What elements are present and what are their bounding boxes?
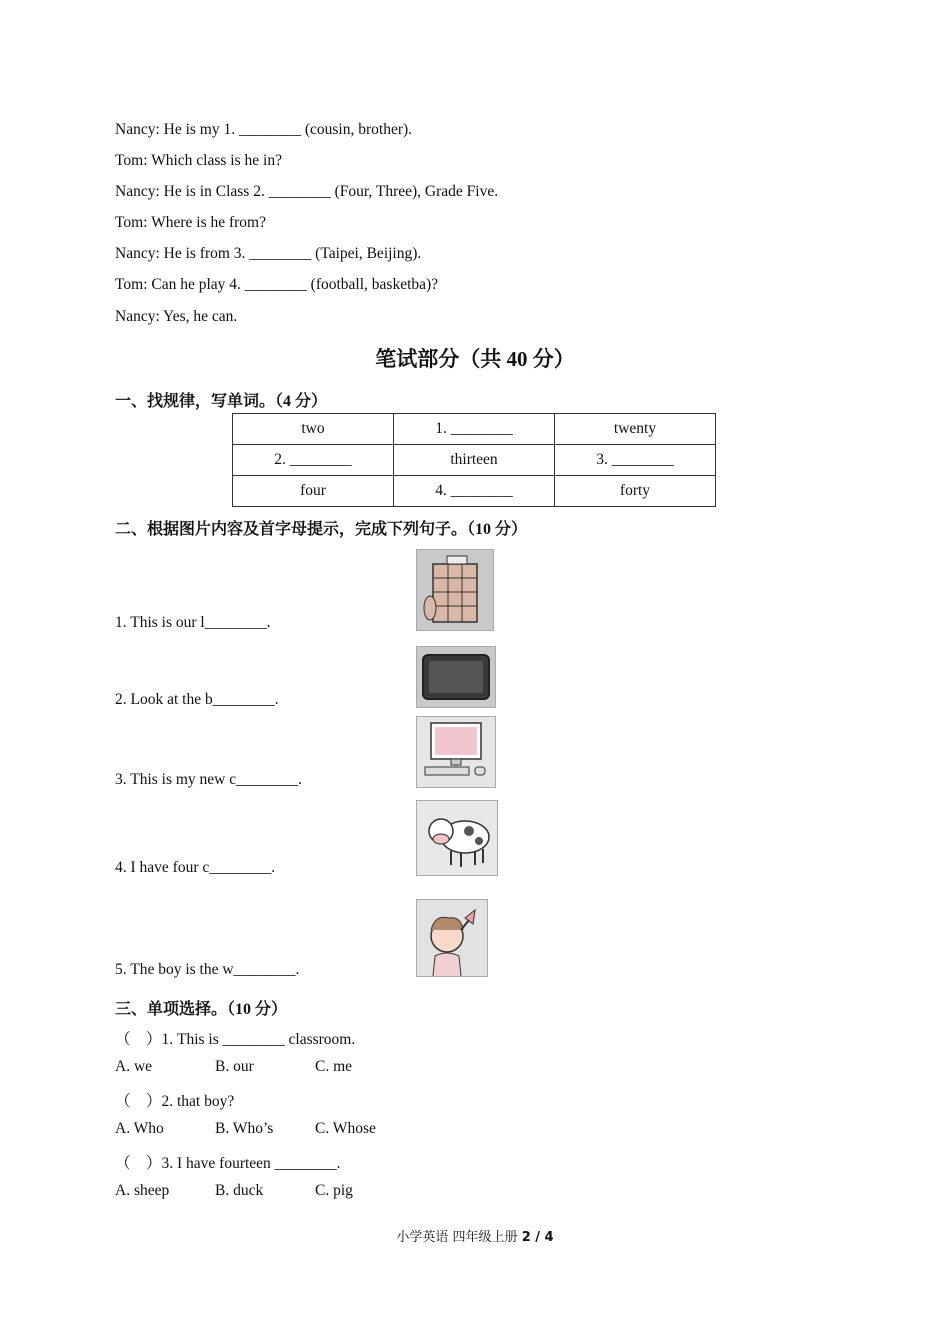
computer-icon	[416, 716, 496, 788]
table-cell: thirteen	[394, 445, 555, 476]
page-number: 2 / 4	[521, 1230, 554, 1245]
table-cell: two	[233, 414, 394, 445]
winner-icon	[416, 899, 488, 977]
table-cell: 2. ________	[233, 445, 394, 476]
library-icon	[416, 549, 494, 631]
pattern-table	[232, 413, 716, 507]
table-row	[233, 445, 716, 476]
options-row	[115, 1182, 415, 1200]
options-row	[115, 1058, 415, 1076]
table-cell: twenty	[555, 414, 716, 445]
table-cell: 1. ________	[394, 414, 555, 445]
section2-heading: 二、根据图片内容及首字母提示，完成下列句子。（10 分）	[115, 521, 528, 538]
blackboard-icon	[416, 646, 496, 708]
table-cell: 3. ________	[555, 445, 716, 476]
option: B. Who’s	[215, 1120, 274, 1137]
table-row	[233, 476, 716, 507]
table-cell: forty	[555, 476, 716, 507]
page-footer	[0, 1226, 950, 1245]
dialogue-line: Nancy: He is from 3. ________ (Taipei, Beijing).	[115, 245, 422, 262]
option: B. duck	[215, 1182, 264, 1199]
picture-sentence: 3. This is my new c________.	[115, 771, 302, 788]
options-row	[115, 1120, 415, 1138]
dialogue-line: Nancy: He is my 1. ________ (cousin, brother).	[115, 121, 413, 138]
table-cell: 4. ________	[394, 476, 555, 507]
option: A. sheep	[115, 1182, 170, 1199]
question: （ ）1. This is ________ classroom.	[115, 1031, 356, 1048]
option: A. Who	[115, 1120, 164, 1137]
table-row	[233, 414, 716, 445]
option: C. me	[315, 1058, 353, 1075]
question: （ ）2. that boy?	[115, 1093, 235, 1110]
picture-sentence: 4. I have four c________.	[115, 859, 276, 876]
dialogue-line: Nancy: He is in Class 2. ________ (Four, Three), Grade Five.	[115, 183, 499, 200]
dialogue-line: Tom: Which class is he in?	[115, 152, 282, 169]
dialogue-line: Tom: Where is he from?	[115, 214, 266, 231]
option: C. Whose	[315, 1120, 376, 1137]
option: C. pig	[315, 1182, 353, 1199]
picture-sentence: 2. Look at the b________.	[115, 691, 279, 708]
written-section-title: 笔试部分（共 40 分）	[375, 347, 575, 371]
footer-text: 小学英语 四年级上册	[396, 1230, 522, 1245]
dialogue-line: Tom: Can he play 4. ________ (football, basketba)?	[115, 276, 439, 293]
section1-heading: 一、找规律，写单词。（4 分）	[115, 393, 328, 410]
section3-heading: 三、单项选择。（10 分）	[115, 1001, 288, 1018]
dialogue-line: Nancy: Yes, he can.	[115, 308, 238, 325]
option: A. we	[115, 1058, 153, 1075]
table-cell: four	[233, 476, 394, 507]
cow-icon	[416, 800, 498, 876]
picture-sentence: 5. The boy is the w________.	[115, 961, 300, 978]
question: （ ）3. I have fourteen ________.	[115, 1155, 341, 1172]
picture-sentence: 1. This is our l________.	[115, 614, 271, 631]
option: B. our	[215, 1058, 254, 1075]
